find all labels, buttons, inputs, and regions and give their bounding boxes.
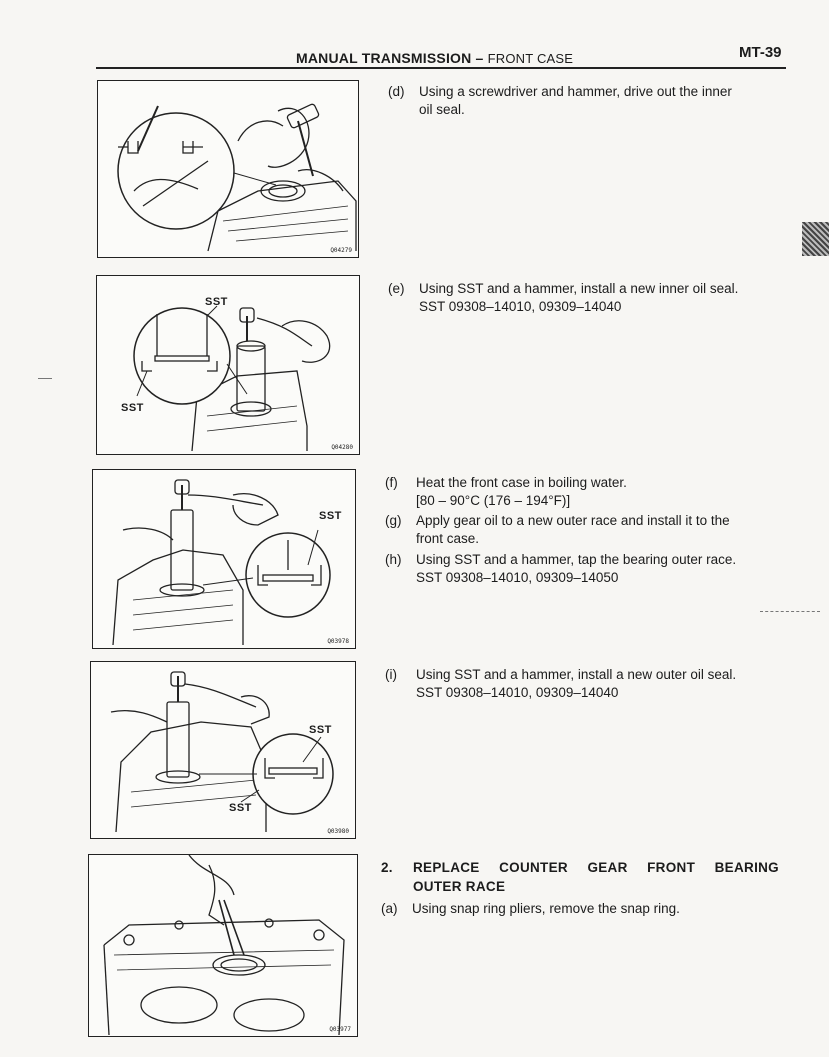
step-marker: (g) bbox=[385, 513, 402, 528]
illustration bbox=[89, 855, 357, 1036]
figure-code: Q03978 bbox=[327, 638, 349, 645]
section-title-word: GEAR bbox=[587, 860, 628, 875]
figure-install-outer-oil-seal bbox=[90, 661, 356, 839]
step-text-line: [80 – 90°C (176 – 194°F)] bbox=[416, 493, 571, 508]
step-text-line: SST 09308–14010, 09309–14040 bbox=[419, 299, 622, 314]
sst-label: SST bbox=[309, 724, 332, 736]
illustration bbox=[93, 470, 355, 648]
scan-mark bbox=[38, 378, 52, 379]
sst-label: SST bbox=[121, 402, 144, 414]
figure-remove-snap-ring bbox=[88, 854, 358, 1037]
section-title-line-1 bbox=[413, 858, 779, 877]
section-tab-marker bbox=[802, 222, 829, 256]
sst-label: SST bbox=[205, 296, 228, 308]
step-text-line: SST 09308–14010, 09309–14040 bbox=[416, 685, 619, 700]
figure-code: Q04280 bbox=[331, 444, 353, 451]
step-text-line: Using SST and a hammer, tap the bearing outer race. bbox=[416, 552, 737, 567]
step-marker: (i) bbox=[385, 667, 397, 682]
step-text-line: front case. bbox=[416, 531, 480, 546]
page-number: MT-39 bbox=[739, 44, 782, 61]
step-text-line: Using SST and a hammer, install a new inner oil seal. bbox=[419, 281, 739, 296]
section-title-word: FRONT bbox=[647, 860, 696, 875]
step-marker: (a) bbox=[381, 901, 398, 916]
step-text-line: oil seal. bbox=[419, 102, 465, 117]
figure-install-inner-oil-seal bbox=[96, 275, 360, 455]
step-marker: (f) bbox=[385, 475, 398, 490]
sst-label: SST bbox=[229, 802, 252, 814]
step-text-line: Using SST and a hammer, install a new outer oil seal. bbox=[416, 667, 737, 682]
figure-code: Q04279 bbox=[330, 247, 352, 254]
step-text-line: Using a screwdriver and hammer, drive out the inner bbox=[419, 84, 732, 99]
step-text-line: Heat the front case in boiling water. bbox=[416, 475, 627, 490]
step-text-line: SST 09308–14010, 09309–14050 bbox=[416, 570, 619, 585]
section-title-word: REPLACE bbox=[413, 860, 480, 875]
illustration bbox=[91, 662, 355, 838]
scan-mark bbox=[760, 611, 820, 612]
figure-install-bearing-outer-race bbox=[92, 469, 356, 649]
sst-label: SST bbox=[319, 510, 342, 522]
step-marker: (d) bbox=[388, 84, 405, 99]
step-text-line: Using snap ring pliers, remove the snap ring. bbox=[412, 901, 680, 916]
step-text-line: Apply gear oil to a new outer race and install it to the bbox=[416, 513, 730, 528]
figure-remove-inner-oil-seal bbox=[97, 80, 359, 258]
step-marker: (e) bbox=[388, 281, 405, 296]
header-section: MANUAL TRANSMISSION bbox=[296, 50, 472, 66]
section-number: 2. bbox=[381, 860, 393, 875]
header-divider bbox=[96, 67, 786, 69]
section-title-line-2: OUTER RACE bbox=[413, 879, 506, 894]
illustration bbox=[98, 81, 358, 257]
figure-code: Q03977 bbox=[329, 1026, 351, 1033]
step-marker: (h) bbox=[385, 552, 402, 567]
header-separator: – bbox=[475, 50, 484, 66]
figure-code: Q03980 bbox=[327, 828, 349, 835]
section-title-word: BEARING bbox=[714, 860, 779, 875]
illustration bbox=[97, 276, 359, 454]
header-subsection: FRONT CASE bbox=[487, 51, 574, 66]
section-title-word: COUNTER bbox=[499, 860, 568, 875]
page-header bbox=[296, 50, 573, 66]
